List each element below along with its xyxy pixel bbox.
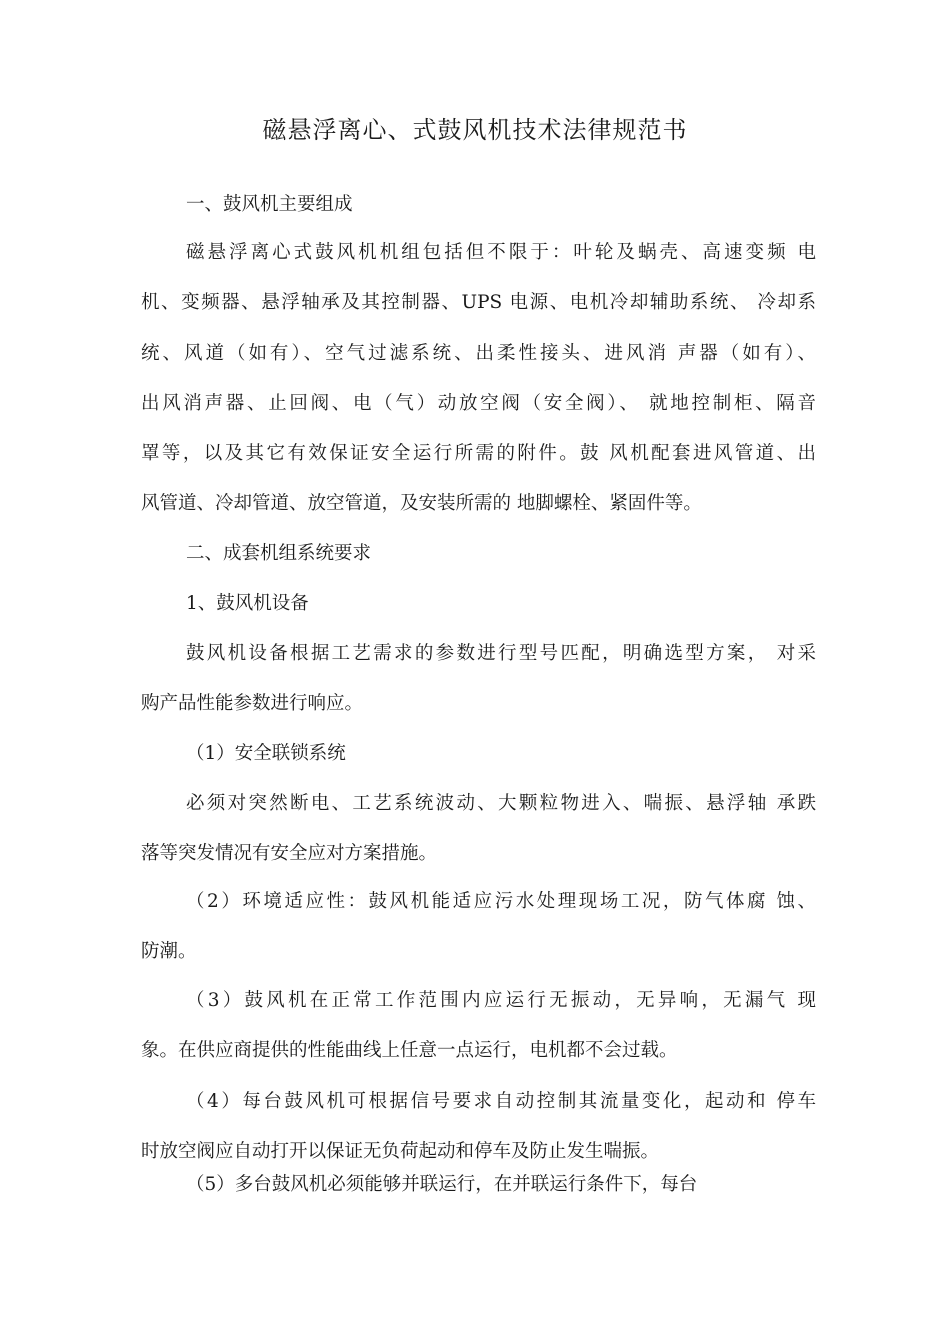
paragraph-line: 购产品性能参数进行响应。	[141, 693, 364, 714]
paragraph-line: 象。在供应商提供的性能曲线上任意一点运行，电机都不会过载。	[141, 1040, 678, 1061]
paragraph-line: （2）环境适应性：鼓风机能适应污水处理现场工况，防气体腐 蚀、	[186, 891, 816, 912]
paragraph-line: 磁悬浮离心式鼓风机机组包括但不限于：叶轮及蜗壳、高速变频 电	[186, 242, 816, 263]
paragraph-line: 风管道、冷却管道、放空管道，及安装所需的 地脚螺栓、紧固件等。	[141, 493, 702, 514]
paragraph-line: 出风消声器、止回阀、电（气）动放空阀（安全阀）、 就地控制柜、隔音	[141, 393, 816, 414]
paragraph-line: （5）多台鼓风机必须能够并联运行，在并联运行条件下，每台	[186, 1174, 698, 1195]
paragraph-line: 机、变频器、悬浮轴承及其控制器、UPS 电源、电机冷却辅助系统、 冷却系	[141, 292, 816, 313]
subsection-heading: （1）安全联锁系统	[186, 743, 346, 764]
paragraph-line: 罩等，以及其它有效保证安全运行所需的附件。鼓 风机配套进风管道、出	[141, 443, 816, 464]
document-title: 磁悬浮离心、式鼓风机技术法律规范书	[262, 116, 688, 144]
paragraph-line: （3）鼓风机在正常工作范围内应运行无振动，无异响，无漏气 现	[186, 990, 816, 1011]
paragraph-line: 落等突发情况有安全应对方案措施。	[141, 843, 438, 864]
paragraph-line: 必须对突然断电、工艺系统波动、大颗粒物进入、喘振、悬浮轴 承跌	[186, 793, 816, 814]
paragraph-line: （4）每台鼓风机可根据信号要求自动控制其流量变化，起动和 停车	[186, 1091, 816, 1112]
subsection-heading: 1、鼓风机设备	[186, 593, 309, 614]
paragraph-line: 防潮。	[141, 941, 197, 962]
paragraph-line: 统、风道（如有）、空气过滤系统、出柔性接头、进风消 声器（如有）、	[141, 343, 816, 364]
paragraph-line: 时放空阀应自动打开以保证无负荷起动和停车及防止发生喘振。	[141, 1141, 660, 1162]
paragraph-line: 鼓风机设备根据工艺需求的参数进行型号匹配，明确选型方案， 对采	[186, 643, 816, 664]
section-heading: 二、成套机组系统要求	[186, 543, 372, 564]
section-heading: 一、鼓风机主要组成	[186, 194, 353, 215]
